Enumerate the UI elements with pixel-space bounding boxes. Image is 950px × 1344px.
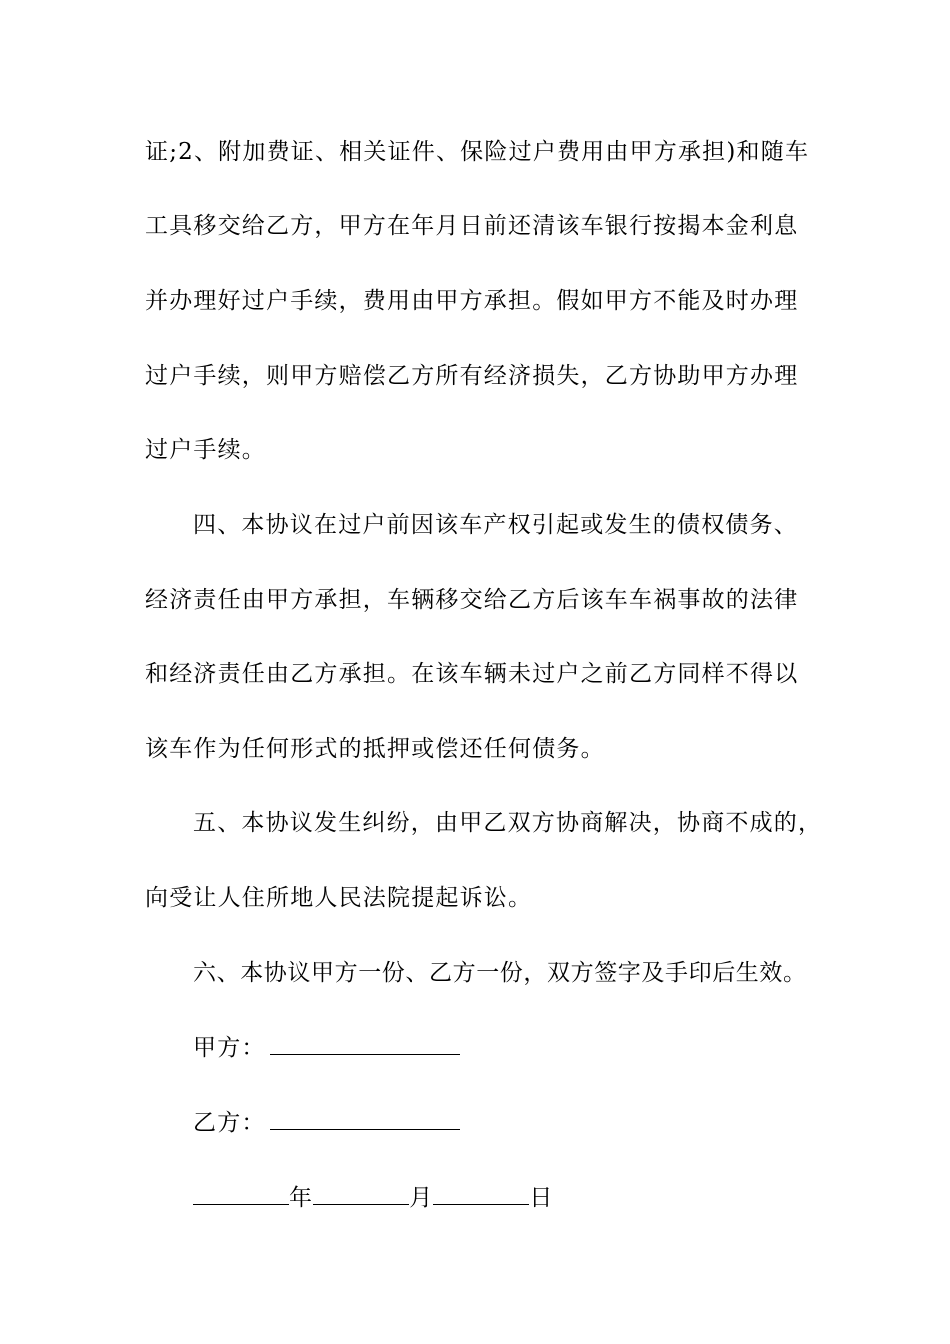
party-a-signature <box>193 1031 893 1065</box>
paragraph-line: 过户手续，则甲方赔偿乙方所有经济损失，乙方协助甲方办理 <box>145 363 799 389</box>
party-b-label: 乙方： <box>193 1110 266 1136</box>
paragraph-line: 并办理好过户手续，费用由甲方承担。假如甲方不能及时办理 <box>145 288 799 314</box>
date-line <box>193 1181 893 1215</box>
day-field[interactable] <box>433 1182 529 1205</box>
party-b-signature-field[interactable] <box>270 1107 460 1130</box>
party-a-signature-field[interactable] <box>270 1032 460 1055</box>
clause-four-line: 四、本协议在过户前因该车产权引起或发生的债权债务、 <box>193 512 798 538</box>
month-field[interactable] <box>313 1182 409 1205</box>
paragraph-line: 和经济责任由乙方承担。在该车辆未过户之前乙方同样不得以 <box>145 661 799 687</box>
paragraph-line: 过户手续。 <box>145 437 266 463</box>
month-label: 月 <box>409 1185 434 1211</box>
paragraph-line: 证;2、附加费证、相关证件、保险过户费用由甲方承担)和随车 <box>145 139 810 165</box>
paragraph-line: 经济责任由甲方承担，车辆移交给乙方后该车车祸事故的法律 <box>145 587 799 613</box>
year-field[interactable] <box>193 1182 289 1205</box>
clause-five-line: 五、本协议发生纠纷，由甲乙双方协商解决，协商不成的， <box>193 810 823 836</box>
clause-six-line: 六、本协议甲方一份、乙方一份，双方签字及手印后生效。 <box>193 960 807 986</box>
paragraph-line: 该车作为任何形式的抵押或偿还任何债务。 <box>145 736 605 762</box>
day-label: 日 <box>529 1185 554 1211</box>
year-label: 年 <box>289 1185 314 1211</box>
paragraph-line: 工具移交给乙方，甲方在年月日前还清该车银行按揭本金利息 <box>145 213 799 239</box>
party-a-label: 甲方： <box>193 1035 266 1061</box>
paragraph-line: 向受让人住所地人民法院提起诉讼。 <box>145 885 533 911</box>
party-b-signature <box>193 1106 893 1140</box>
